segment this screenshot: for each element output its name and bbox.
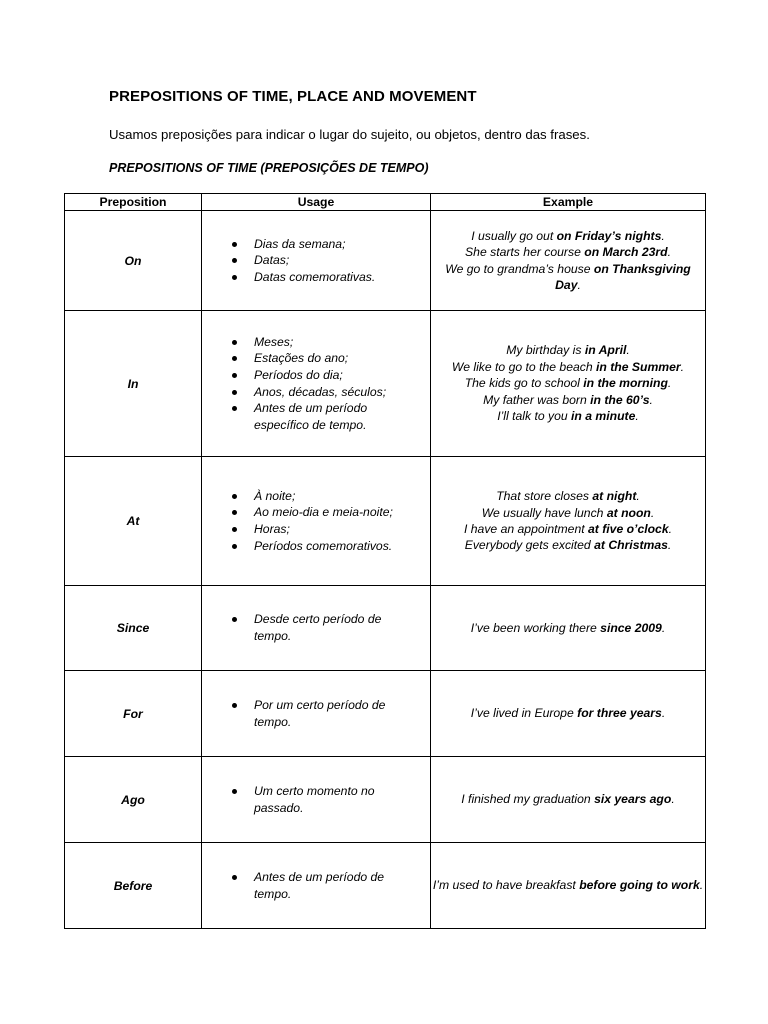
- example-sentence: [431, 705, 705, 721]
- example-text: .: [671, 792, 675, 807]
- example-sentence: [431, 375, 705, 391]
- usage-cell: [202, 457, 431, 586]
- example-highlight: at night: [592, 489, 637, 504]
- example-text: That store closes: [496, 489, 593, 504]
- example-sentence: [431, 505, 705, 521]
- usage-item: Antes de um período específico de tempo.: [254, 400, 430, 433]
- example-text: My father was born: [483, 392, 591, 407]
- table-row: [65, 457, 706, 586]
- header-usage: Usage: [202, 194, 431, 211]
- example-sentence: [431, 537, 705, 553]
- section-title: PREPOSITIONS OF TIME (PREPOSIÇÕES DE TEMPO): [109, 161, 429, 175]
- example-highlight: at Christmas: [594, 538, 668, 553]
- example-text: .: [668, 522, 672, 536]
- usage-item: Períodos do dia;: [254, 367, 430, 384]
- example-cell: [431, 843, 706, 929]
- usage-item: Datas comemorativas.: [254, 269, 430, 286]
- usage-item: Meses;: [254, 334, 430, 351]
- example-text: We like to go to the beach: [451, 359, 597, 374]
- usage-item: Datas;: [254, 252, 430, 269]
- usage-item: Períodos comemorativos.: [254, 538, 430, 555]
- usage-cell: [202, 843, 431, 929]
- preposition-cell: In: [65, 311, 202, 457]
- example-text: .: [626, 343, 630, 358]
- example-cell: [431, 586, 706, 671]
- example-text: She starts her course: [465, 245, 585, 260]
- table-row: [65, 757, 706, 843]
- example-highlight: in the Summer: [596, 359, 681, 374]
- example-text: .: [577, 277, 581, 292]
- example-text: We go to grandma’s house: [445, 261, 594, 276]
- example-text: .: [680, 359, 685, 374]
- example-highlight: on March 23rd: [584, 245, 668, 260]
- example-highlight: before going to work: [579, 878, 700, 893]
- prepositions-table: [64, 193, 706, 929]
- example-text: I have an appointment: [464, 522, 588, 536]
- preposition-cell: Since: [65, 586, 202, 671]
- usage-cell: [202, 311, 431, 457]
- example-text: My birthday is: [506, 343, 585, 358]
- example-text: .: [699, 878, 704, 893]
- example-text: .: [661, 620, 666, 635]
- usage-list: [202, 869, 430, 902]
- table-row: [65, 311, 706, 457]
- usage-list: [202, 783, 430, 816]
- usage-cell: [202, 586, 431, 671]
- table-body: [65, 211, 706, 929]
- usage-item: Dias da semana;: [254, 236, 430, 253]
- example-sentence: [431, 392, 705, 408]
- table-header-row: [65, 194, 706, 211]
- example-sentence: [431, 359, 705, 375]
- example-cell: [431, 671, 706, 757]
- preposition-cell: On: [65, 211, 202, 311]
- usage-list: [202, 697, 430, 730]
- example-highlight: on Thanksgiving Day: [555, 261, 691, 292]
- example-text: .: [667, 376, 672, 391]
- example-text: We usually have lunch: [481, 505, 607, 520]
- example-sentence: [431, 408, 705, 424]
- example-text: I usually go out: [471, 228, 557, 243]
- table-row: [65, 211, 706, 311]
- example-text: .: [667, 538, 672, 553]
- example-text: I’m used to have breakfast: [432, 878, 580, 893]
- example-text: The kids go to school: [464, 376, 584, 391]
- example-sentence: [431, 488, 705, 504]
- example-highlight: in April: [584, 343, 627, 358]
- example-sentence: [431, 342, 705, 358]
- example-text: .: [661, 228, 665, 243]
- example-text: .: [650, 505, 655, 520]
- example-highlight: in the 60’s: [590, 392, 650, 407]
- example-sentence: [431, 244, 705, 260]
- usage-list: [202, 611, 430, 644]
- example-text: I’ve been working there: [470, 620, 601, 635]
- example-text: .: [661, 706, 666, 721]
- example-highlight: for three years: [577, 706, 662, 721]
- usage-item: Um certo momento no passado.: [254, 783, 430, 816]
- usage-item: Ao meio-dia e meia-noite;: [254, 504, 430, 521]
- example-sentence: [431, 261, 705, 294]
- example-text: I finished my graduation: [461, 792, 595, 807]
- preposition-cell: At: [65, 457, 202, 586]
- usage-cell: [202, 211, 431, 311]
- example-highlight: in the morning: [583, 376, 668, 391]
- example-cell: [431, 311, 706, 457]
- usage-item: Anos, décadas, séculos;: [254, 384, 430, 401]
- example-text: Everybody gets excited: [464, 538, 595, 553]
- example-cell: [431, 211, 706, 311]
- preposition-cell: Before: [65, 843, 202, 929]
- preposition-cell: For: [65, 671, 202, 757]
- page-title: PREPOSITIONS OF TIME, PLACE AND MOVEMENT: [109, 88, 477, 105]
- example-cell: [431, 457, 706, 586]
- usage-list: [202, 236, 430, 286]
- example-text: .: [636, 489, 640, 504]
- example-highlight: at five o’clock: [588, 522, 669, 536]
- table-row: [65, 671, 706, 757]
- header-preposition: Preposition: [65, 194, 202, 211]
- example-highlight: on Friday’s nights: [556, 228, 662, 243]
- intro-paragraph: Usamos preposições para indicar o lugar do sujeito, ou objetos, dentro das frases.: [109, 127, 590, 142]
- example-cell: [431, 757, 706, 843]
- example-sentence: [431, 228, 705, 244]
- usage-item: Estações do ano;: [254, 350, 430, 367]
- example-highlight: at noon: [606, 505, 651, 520]
- example-sentence: [431, 877, 705, 893]
- usage-item: Antes de um período de tempo.: [254, 869, 430, 902]
- preposition-cell: Ago: [65, 757, 202, 843]
- usage-item: À noite;: [254, 488, 430, 505]
- example-sentence: [431, 791, 705, 807]
- usage-item: Desde certo período de tempo.: [254, 611, 430, 644]
- example-highlight: in a minute: [571, 409, 636, 424]
- usage-item: Horas;: [254, 521, 430, 538]
- example-text: .: [649, 392, 653, 407]
- usage-cell: [202, 671, 431, 757]
- example-sentence: [431, 521, 705, 537]
- example-text: .: [635, 409, 639, 424]
- example-sentence: [431, 620, 705, 636]
- example-highlight: six years ago: [594, 792, 672, 807]
- usage-item: Por um certo período de tempo.: [254, 697, 430, 730]
- table-row: [65, 586, 706, 671]
- table-row: [65, 843, 706, 929]
- usage-list: [202, 334, 430, 434]
- example-text: .: [667, 245, 671, 260]
- example-highlight: since 2009: [600, 620, 662, 635]
- example-text: I’ll talk to you: [497, 409, 572, 424]
- header-example: Example: [431, 194, 706, 211]
- usage-list: [202, 488, 430, 554]
- example-text: I’ve lived in Europe: [470, 706, 578, 721]
- usage-cell: [202, 757, 431, 843]
